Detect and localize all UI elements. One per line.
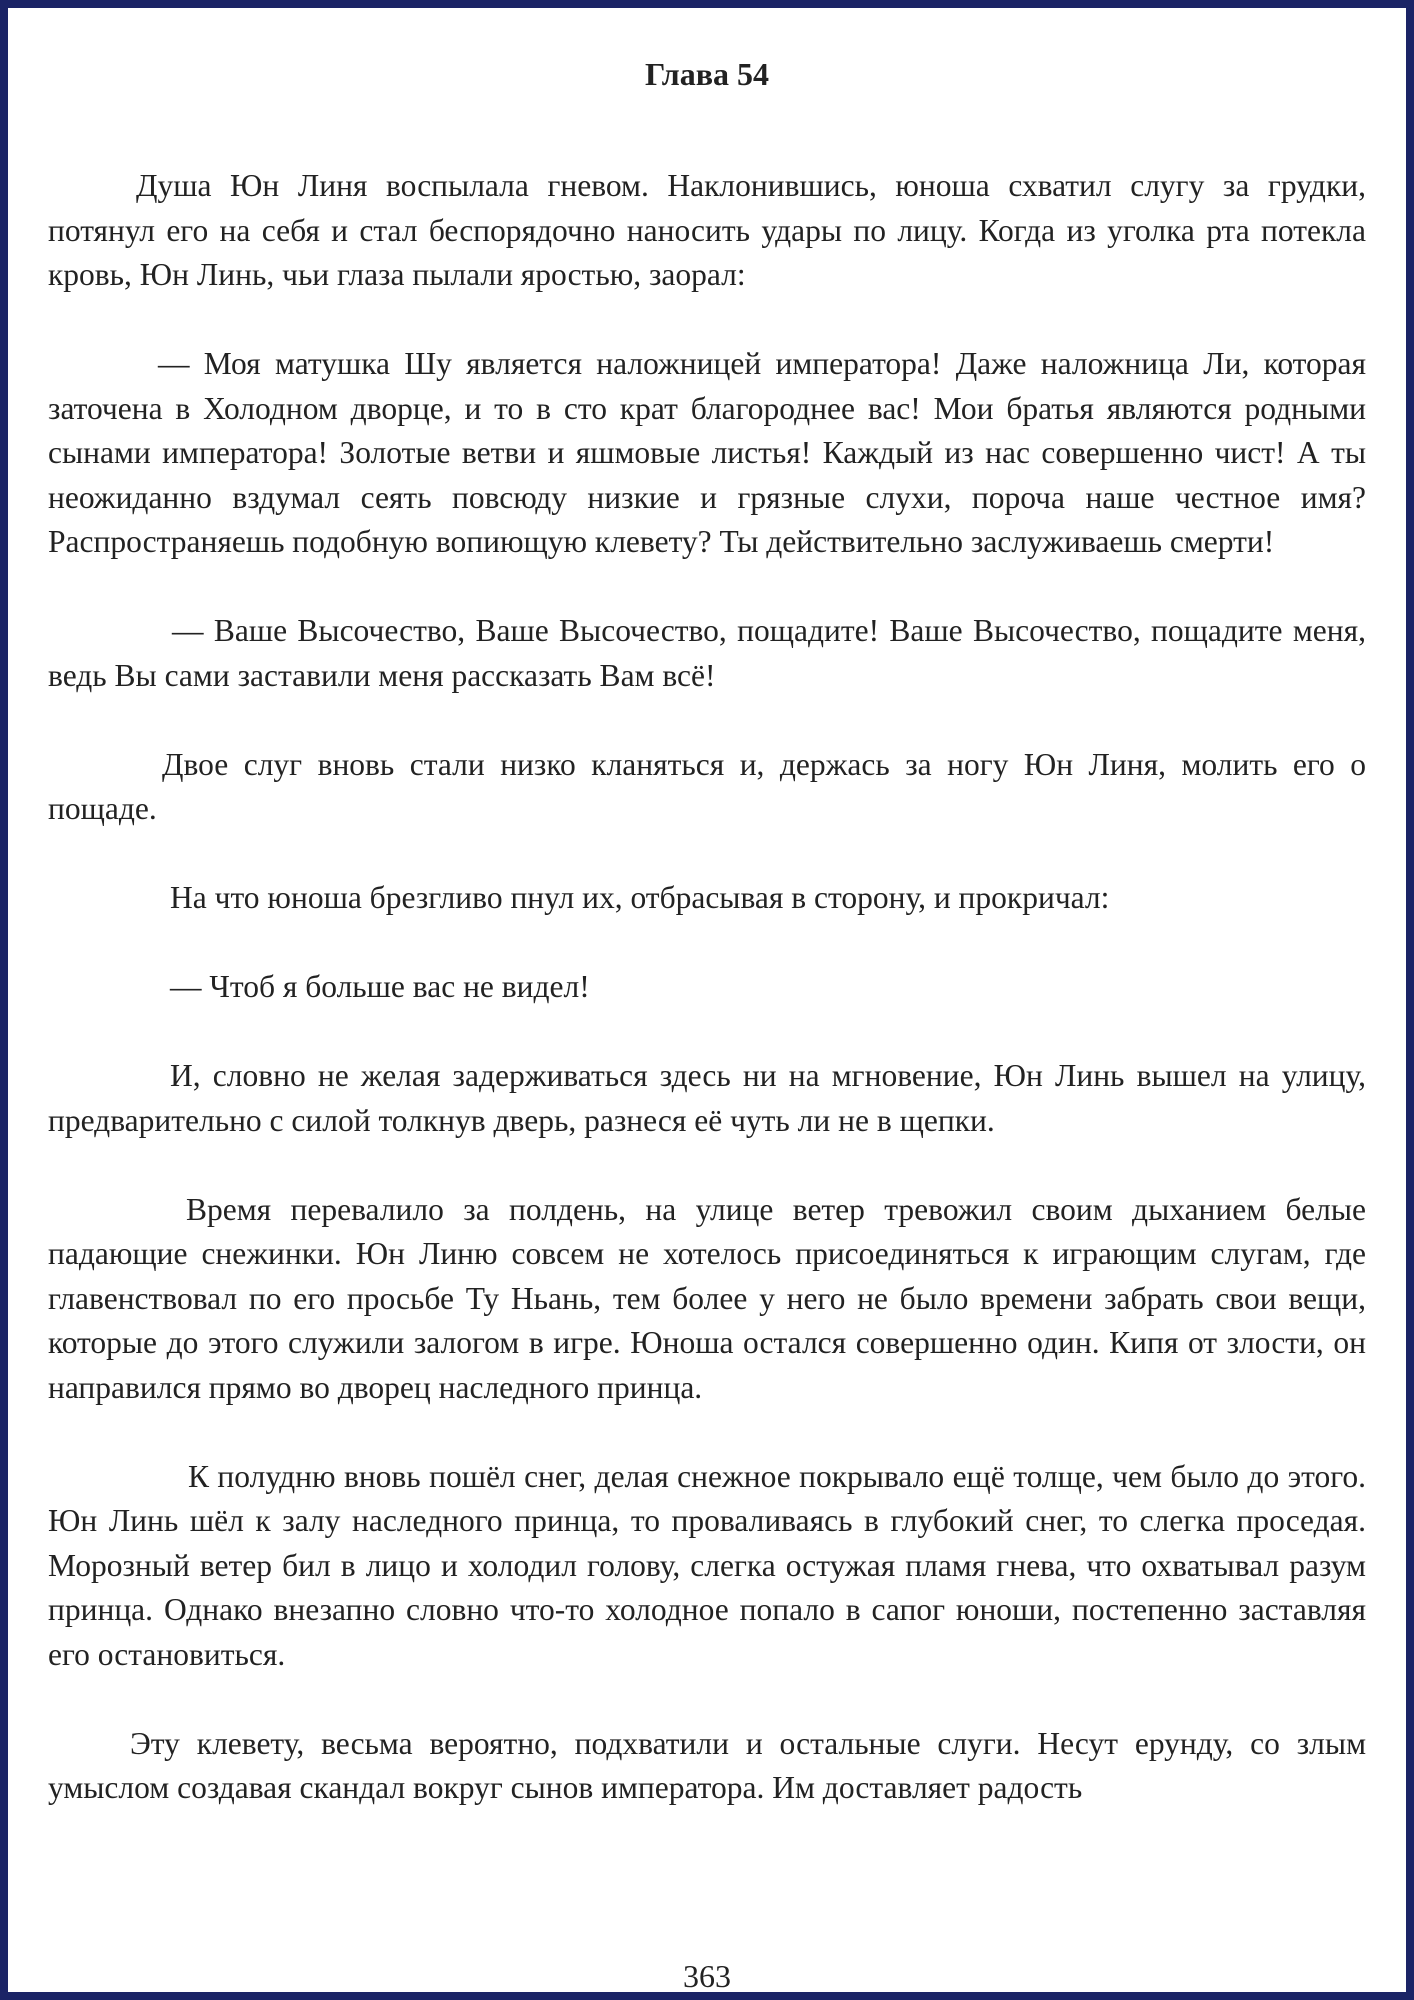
paragraph: — Ваше Высочество, Ваше Высочество, пощадите! Ваше Высочество, пощадите меня, ведь Вы сами заставили меня рассказать Вам всё!	[48, 613, 1366, 693]
chapter-title: Глава 54	[645, 56, 769, 92]
paragraph: И, словно не желая задерживаться здесь ни на мгновение, Юн Линь вышел на улицу, предварительно с силой толкнув дверь, разнеся её чуть ли не в щепки.	[48, 1058, 1366, 1138]
paragraph: Время перевалило за полдень, на улице ветер тревожил своим дыханием белые падающие снежинки. Юн Линю совсем не хотелось присоединяться к играющим слугам, где главенствовал по его просьбе Ту Ньань, тем более у него не было времени забрать свои вещи, которые до этого служили залогом в игре. Юноша остался совершенно один. Кипя от злости, он направился прямо во дворец наследного принца.	[48, 1191, 1366, 1405]
paragraph: Эту клевету, весьма вероятно, подхватили и остальные слуги. Несут ерунду, со злым умыслом создавая скандал вокруг сынов императора. Им доставляет радость	[48, 1725, 1366, 1805]
paragraph: — Моя матушка Шу является наложницей императора! Даже наложница Ли, которая заточена в Холодном дворце, и то в сто крат благороднее вас! Мои братья являются родными сынами императора! Золотые ветви и яшмовые листья! Каждый из нас совершенно чист! А ты неожиданно вздумал сеять повсюду низкие и грязные слухи, пороча наше честное имя? Распространяешь подобную вопиющую клевету? Ты действительно заслуживаешь смерти!	[48, 346, 1366, 559]
paragraph: — Чтоб я больше вас не видел!	[170, 969, 590, 1004]
page-number: 363	[683, 1958, 731, 1994]
paragraph: Двое слуг вновь стали низко кланяться и, держась за ногу Юн Линя, молить его о пощаде.	[48, 746, 1366, 826]
body-text	[48, 164, 1366, 1855]
paragraph: На что юноша брезгливо пнул их, отбрасывая в сторону, и прокричал:	[170, 880, 1110, 915]
paragraph: Душа Юн Линя воспылала гневом. Наклонившись, юноша схватил слугу за грудки, потянул его на себя и стал беспорядочно наносить удары по лицу. Когда из уголка рта потекла кровь, Юн Линь, чьи глаза пылали яростью, заорал:	[48, 168, 1366, 292]
paragraph: К полудню вновь пошёл снег, делая снежное покрывало ещё толще, чем было до этого. Юн Линь шёл к залу наследного принца, то проваливаясь в глубокий снег, то слегка проседая. Морозный ветер бил в лицо и холодил голову, слегка остужая пламя гнева, что охватывал разум принца. Однако внезапно словно что-то холодное попало в сапог юноши, постепенно заставляя его остановиться.	[48, 1458, 1366, 1672]
